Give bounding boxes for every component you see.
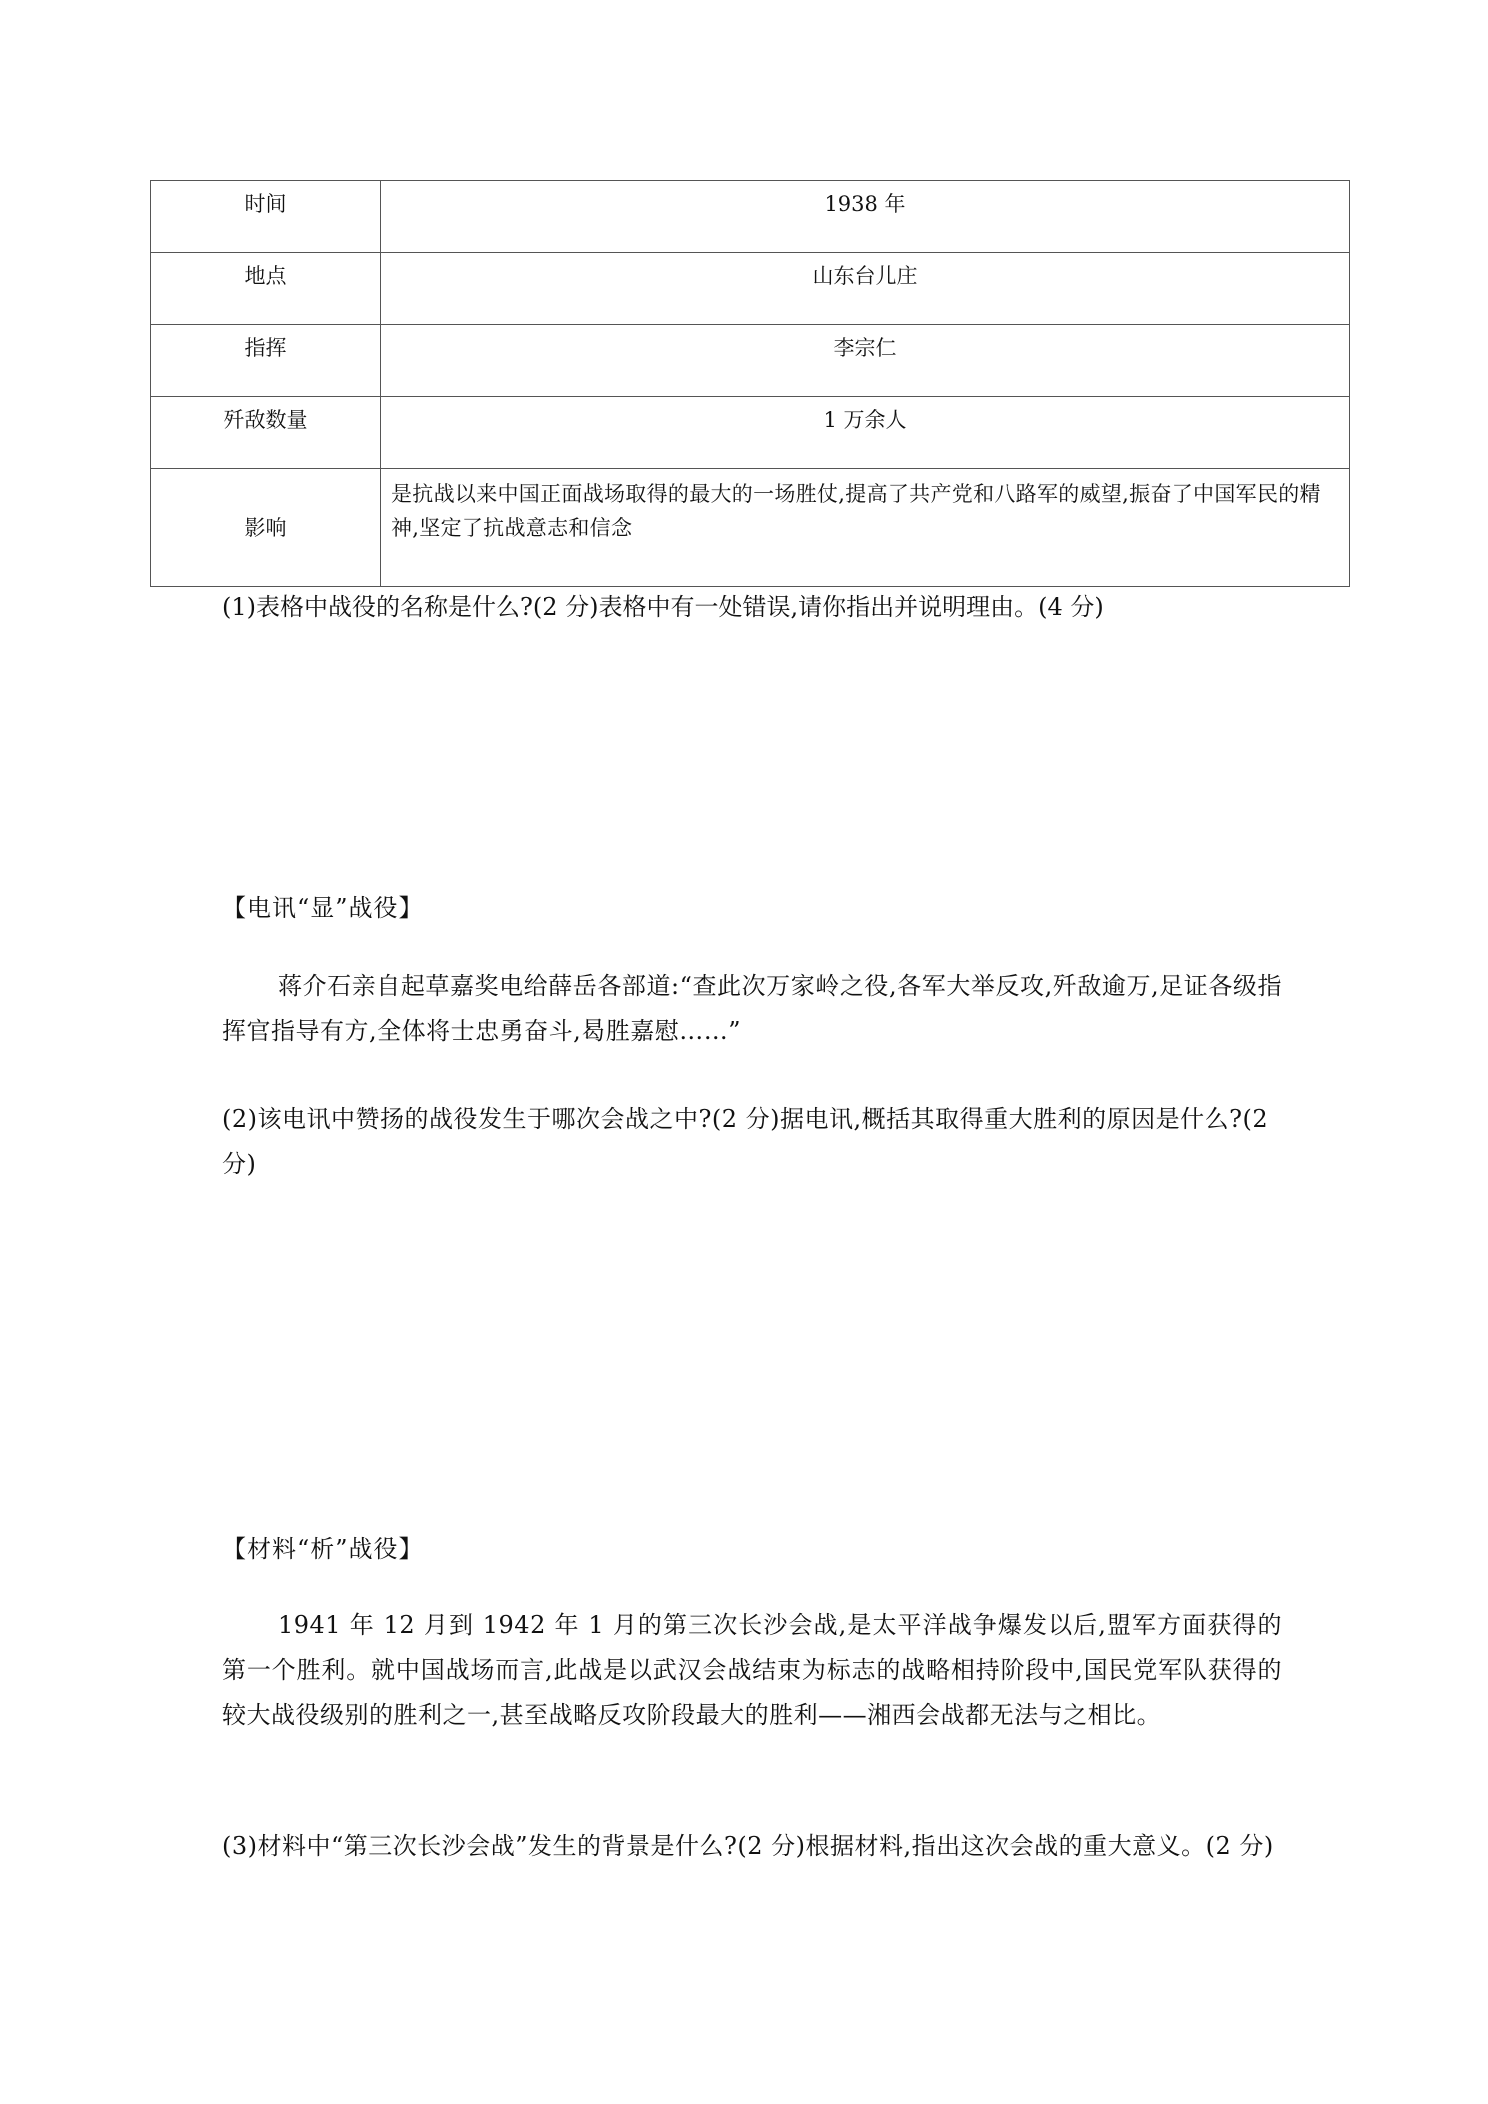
table-row <box>151 397 1350 469</box>
section-3-paragraph: 1941 年 12 月到 1942 年 1 月的第三次长沙会战,是太平洋战争爆发以后,盟军方面获得的第一个胜利。就中国战场而言,此战是以武汉会战结束为标志的战略相持阶段中,国民党军队获得的较大战役级别的胜利之一,甚至战略反攻阶段最大的胜利——湘西会战都无法与之相比。 <box>222 1611 1282 1729</box>
row-label-time: 时间 <box>151 181 381 253</box>
section-2-heading: 【电讯“显”战役】 <box>222 894 424 922</box>
row-value-impact: 是抗战以来中国正面战场取得的最大的一场胜仗,提高了共产党和八路军的威望,振奋了中国军民的精神,坚定了抗战意志和信念 <box>381 469 1350 587</box>
row-value-location: 山东台儿庄 <box>381 253 1350 325</box>
question-1: (1)表格中战役的名称是什么?(2 分)表格中有一处错误,请你指出并说明理由。(4 分) <box>222 593 1104 621</box>
question-2: (2)该电讯中赞扬的战役发生于哪次会战之中?(2 分)据电讯,概括其取得重大胜利的原因是什么?(2 分) <box>222 1105 1269 1178</box>
battle-info-table <box>150 180 1350 587</box>
table-row <box>151 253 1350 325</box>
row-label-enemy-killed: 歼敌数量 <box>151 397 381 469</box>
table-row <box>151 325 1350 397</box>
row-label-location: 地点 <box>151 253 381 325</box>
question-3: (3)材料中“第三次长沙会战”发生的背景是什么?(2 分)根据材料,指出这次会战的重大意义。(2 分) <box>222 1832 1274 1860</box>
section-3-heading: 【材料“析”战役】 <box>222 1535 424 1563</box>
table-row <box>151 469 1350 587</box>
row-value-enemy-killed: 1 万余人 <box>381 397 1350 469</box>
section-2-paragraph: 蒋介石亲自起草嘉奖电给薛岳各部道:“查此次万家岭之役,各军大举反攻,歼敌逾万,足证各级指挥官指导有方,全体将士忠勇奋斗,曷胜嘉慰……” <box>222 972 1282 1045</box>
row-label-commander: 指挥 <box>151 325 381 397</box>
row-value-commander: 李宗仁 <box>381 325 1350 397</box>
row-value-time: 1938 年 <box>381 181 1350 253</box>
row-label-impact: 影响 <box>151 469 381 587</box>
table-row <box>151 181 1350 253</box>
